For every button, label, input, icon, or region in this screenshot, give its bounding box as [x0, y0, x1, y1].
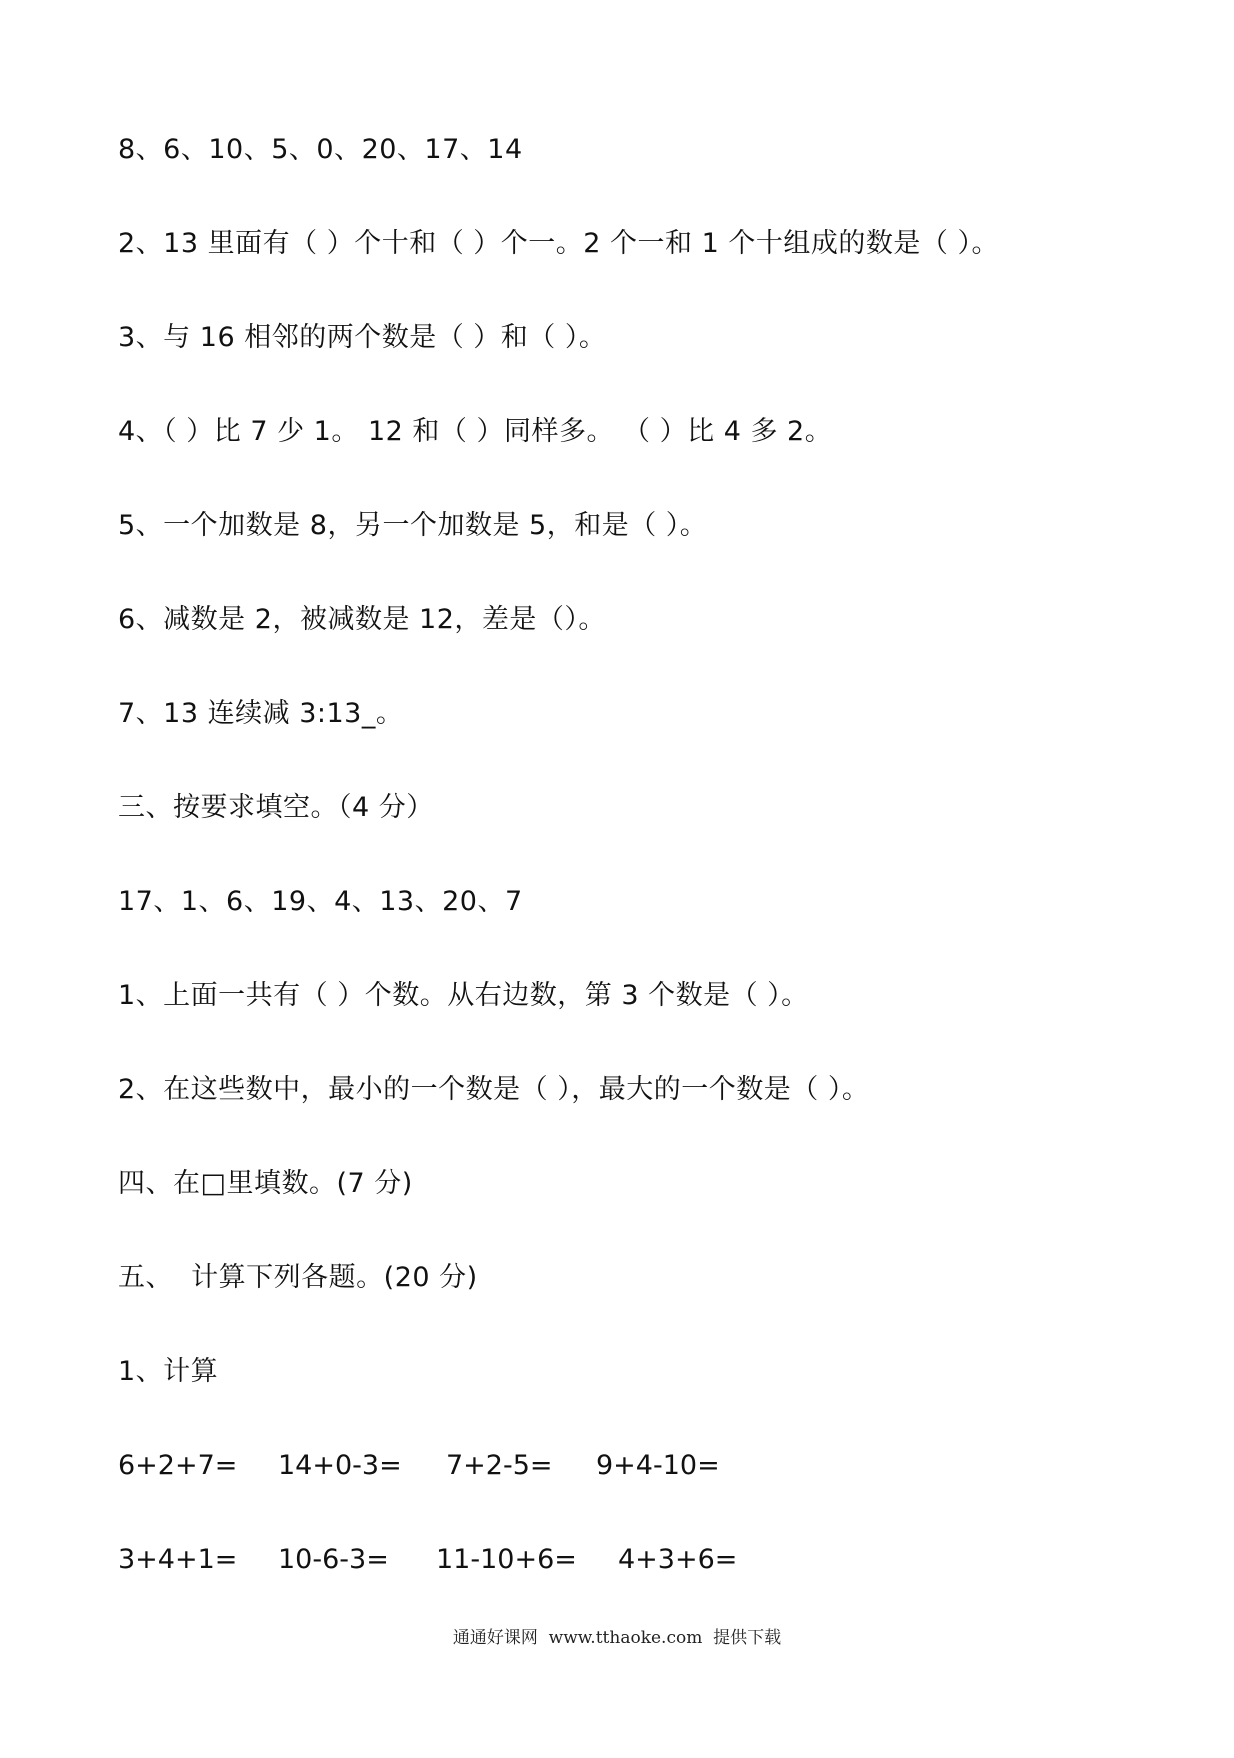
section-3-question-2: 2、在这些数中，最小的一个数是（ ），最大的一个数是（ ）。	[118, 1074, 870, 1105]
section-5-heading: 五、 计算下列各题。(20 分)	[118, 1262, 478, 1293]
question-6-subtraction: 6、减数是 2，被减数是 12，差是（）。	[118, 604, 606, 635]
calc-item: 4+3+6=	[618, 1544, 738, 1575]
number-sequence-2: 17、1、6、19、4、13、20、7	[118, 886, 523, 917]
footer-watermark: 通通好课网 www.tthaoke.com 提供下载	[452, 1628, 782, 1648]
question-2-tens-ones: 2、13 里面有（ ）个十和（ ）个一。2 个一和 1 个十组成的数是（ ）。	[118, 228, 999, 259]
question-5-addends: 5、一个加数是 8，另一个加数是 5，和是（ ）。	[118, 510, 708, 541]
calc-item: 9+4-10=	[596, 1450, 720, 1481]
section-5-question-1: 1、计算	[118, 1356, 219, 1387]
section-3-heading: 三、按要求填空。（4 分）	[118, 792, 434, 823]
section-3-question-1: 1、上面一共有（ ）个数。从右边数，第 3 个数是（ ）。	[118, 980, 809, 1011]
calc-item: 6+2+7=	[118, 1450, 238, 1481]
question-7-repeated-subtraction: 7、13 连续减 3:13_。	[118, 698, 404, 729]
calc-item: 3+4+1=	[118, 1544, 238, 1575]
calc-item: 7+2-5=	[446, 1450, 553, 1481]
calc-item: 10-6-3=	[278, 1544, 389, 1575]
calc-row-2	[118, 1542, 1118, 1578]
question-3-neighbors: 3、与 16 相邻的两个数是（ ）和（ ）。	[118, 322, 607, 353]
calc-item: 14+0-3=	[278, 1450, 402, 1481]
calc-item: 11-10+6=	[436, 1544, 577, 1575]
section-4-heading: 四、在□里填数。(7 分)	[118, 1168, 413, 1199]
calc-row-1	[118, 1448, 1118, 1484]
number-sequence-1: 8、6、10、5、0、20、17、14	[118, 134, 523, 165]
question-4-compare: 4、（ ）比 7 少 1。 12 和（ ）同样多。 （ ）比 4 多 2。	[118, 416, 833, 447]
